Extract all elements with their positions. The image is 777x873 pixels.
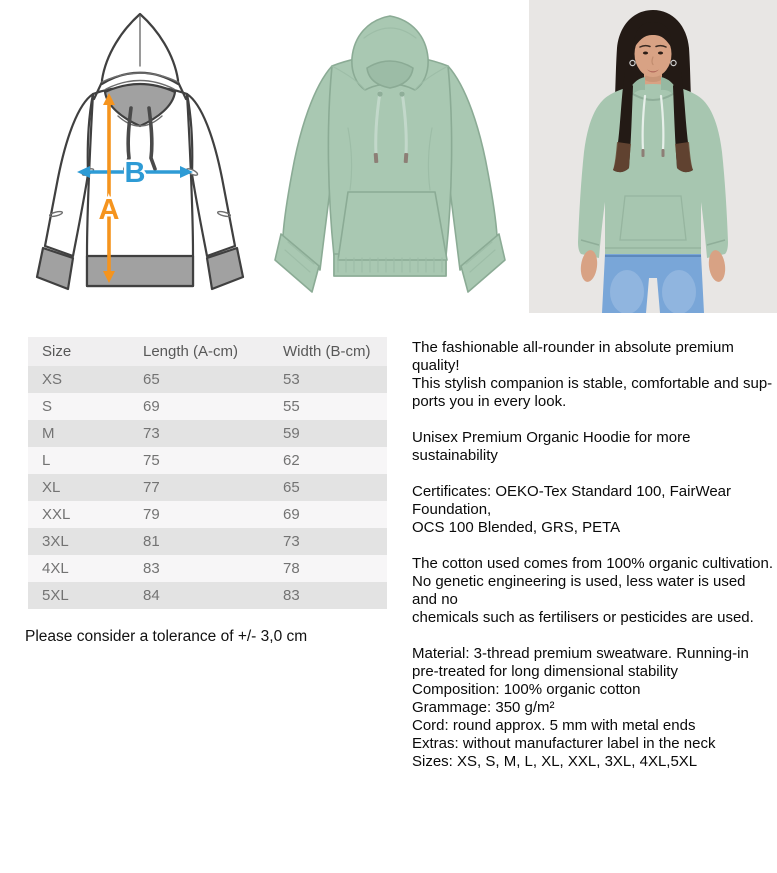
table-cell: 73 xyxy=(269,528,387,555)
table-row xyxy=(28,582,387,609)
table-cell: 65 xyxy=(129,366,269,393)
table-row xyxy=(28,474,387,501)
table-cell: XXL xyxy=(28,501,129,528)
width-label-b: B xyxy=(124,157,146,189)
table-row xyxy=(28,447,387,474)
table-cell: 79 xyxy=(129,501,269,528)
table-cell: 83 xyxy=(269,582,387,609)
table-cell: 75 xyxy=(129,447,269,474)
table-cell: 62 xyxy=(269,447,387,474)
column-header-size: Size xyxy=(28,337,129,366)
description-paragraph: Certificates: OEKO-Tex Standard 100, FairWear Foundation, OCS 100 Blended, GRS, PETA xyxy=(412,483,732,536)
tolerance-note: Please consider a tolerance of +/- 3,0 cm xyxy=(25,628,308,645)
table-cell: 83 xyxy=(129,555,269,582)
model-illustration xyxy=(529,0,777,313)
size-table-body xyxy=(28,366,387,609)
table-header-row xyxy=(28,337,387,366)
table-cell: S xyxy=(28,393,129,420)
table-cell: XL xyxy=(28,474,129,501)
table-row xyxy=(28,366,387,393)
product-photo-model xyxy=(529,0,777,313)
table-cell: 65 xyxy=(269,474,387,501)
table-cell: 53 xyxy=(269,366,387,393)
table-cell: 81 xyxy=(129,528,269,555)
table-cell: XS xyxy=(28,366,129,393)
table-row xyxy=(28,528,387,555)
table-cell: 4XL xyxy=(28,555,129,582)
table-cell: 73 xyxy=(129,420,269,447)
description-paragraph: Unisex Premium Organic Hoodie for more sustainability xyxy=(412,429,691,464)
table-row xyxy=(28,501,387,528)
hoodie-flat-illustration xyxy=(268,8,512,300)
table-cell: 77 xyxy=(129,474,269,501)
table-cell: L xyxy=(28,447,129,474)
size-diagram-image xyxy=(30,8,250,300)
description-paragraph: The fashionable all-rounder in absolute premium quality! This stylish companion is stable, comfortable and sup- ports you in every look. xyxy=(412,339,773,410)
description-paragraph: The cotton used comes from 100% organic cultivation. No genetic engineering is used, less water is used and no chemicals such as fertilisers or pesticides are used. xyxy=(412,555,774,626)
column-header-width: Width (B-cm) xyxy=(269,337,387,366)
table-cell: 78 xyxy=(269,555,387,582)
table-cell: 69 xyxy=(129,393,269,420)
size-table xyxy=(28,337,387,609)
table-row xyxy=(28,393,387,420)
table-row xyxy=(28,420,387,447)
column-header-length: Length (A-cm) xyxy=(129,337,269,366)
table-cell: 69 xyxy=(269,501,387,528)
product-description xyxy=(412,339,774,789)
table-cell: 5XL xyxy=(28,582,129,609)
table-cell: 84 xyxy=(129,582,269,609)
length-label-a: A xyxy=(98,194,120,226)
table-cell: 3XL xyxy=(28,528,129,555)
table-cell: 59 xyxy=(269,420,387,447)
product-photo-flat xyxy=(268,8,512,300)
description-paragraph: Material: 3-thread premium sweatware. Running-in pre-treated for long dimensional stability Composition: 100% organic cotton Grammage: 350 g/m² Cord: round approx. 5 mm with metal ends Extras: without manufacturer label in the neck Sizes: XS, S, M, L, XL, XXL, 3XL, 4XL,5XL xyxy=(412,645,749,770)
table-cell: M xyxy=(28,420,129,447)
table-row xyxy=(28,555,387,582)
table-cell: 55 xyxy=(269,393,387,420)
hoodie-line-drawing xyxy=(30,8,250,300)
